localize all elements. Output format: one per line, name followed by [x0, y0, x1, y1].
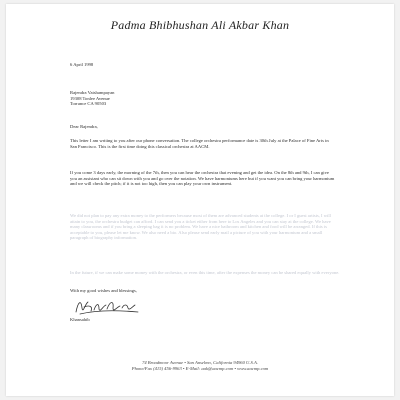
letter-date: 6 April 1998	[70, 62, 94, 67]
letter-page	[6, 4, 394, 396]
recipient-address	[70, 90, 114, 107]
paragraph-2: If you come 3 days early, the morning of the 7th, then you can hear the orchestra that evening and get the idea. On the 8th and 9th, I can give you an assistant who can sit down with you and go over the notation. We have harmoniums here but if you want you can bring your harmonium and we will check the pitch; if it is not too high, then you can play your own instrument.	[70, 170, 335, 187]
closing-line: With my good wishes and blessings,	[70, 288, 137, 293]
footer	[6, 360, 394, 372]
recipient-city: Torrance CA 90503	[70, 101, 107, 107]
handwritten-signature	[72, 296, 144, 318]
paragraph-4: In the future, if we can make some money with the orchestra, or even this time, after the expenses the money can be shared equally with everyone.	[70, 270, 340, 275]
paragraph-1: This letter I am writing to you after our phone conversation. The college orchestra performance date is 30th July at the Palace of Fine Arts in San Francisco. This is the first time doing this classical orchestra at AACM.	[70, 138, 329, 149]
letterhead-title: Padma Bhibhushan Ali Akbar Khan	[110, 18, 290, 32]
footer-contact: Phone/Fax (415) 456-9963 • E-Mail: aak@aacmp.com • www.aacmp.com	[131, 366, 269, 371]
footer-address: 74 Broadmoor Avenue • San Anselmo, California 94960 U.S.A.	[142, 360, 258, 365]
paragraph-3: We did not plan to pay any extra money to the performers because most of them are advanced students at the college. I or I guest artists, I will attain to you, the orchestra budget can afford. I can send you a ticket either from here to Los Angeles and you can stay at the college. We have many classrooms and if you bring a sleeping bag it is no problem. We have a nice bathroom and kitchen and food will be arranged. If this is acceptable to you, please let me know. We also need a bio. Also please send early mail a picture of you with your harmonium and a small paragraph of biography information.	[70, 213, 331, 241]
signer-name: Khansahib	[70, 317, 90, 322]
recipient-street: 19308 Tonlee Avenue	[70, 95, 110, 101]
recipient-name: Rajendra Vaishampayan	[70, 90, 115, 95]
salutation: Dear Rajendra,	[70, 124, 98, 129]
